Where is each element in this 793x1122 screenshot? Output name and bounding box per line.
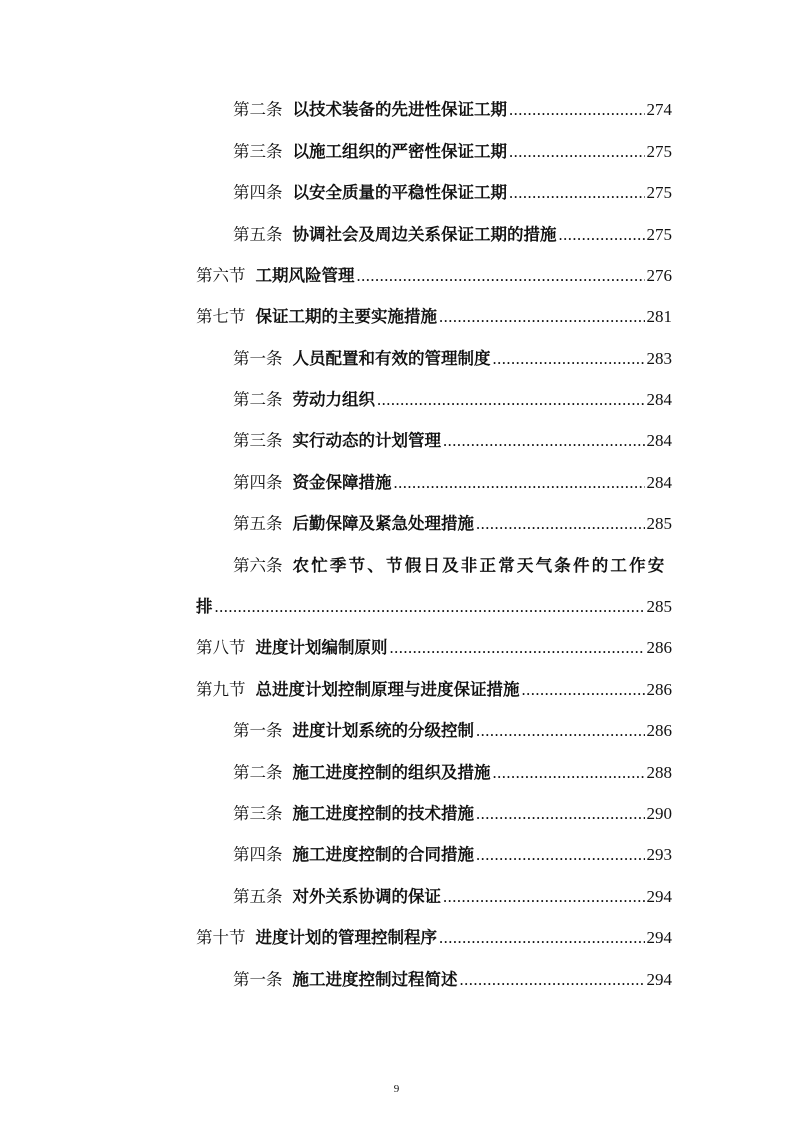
entry-page: 274 [646,100,672,119]
dot-leader [476,509,645,539]
entry-title-continued: 排 [196,597,213,616]
entry-page: 294 [646,887,672,906]
dot-leader [443,426,645,456]
entry-number: 第九节 [196,680,246,699]
dot-leader [559,220,645,250]
entry-number: 第七节 [196,307,246,326]
toc-entry[interactable] [0,965,793,995]
entry-title: 农忙季节、节假日及非正常天气条件的工作安 [292,556,667,575]
dot-leader [215,592,645,622]
toc-entry-wrapped[interactable] [0,551,793,581]
entry-page: 275 [646,183,672,202]
toc-entry[interactable] [0,799,793,829]
entry-page: 293 [646,845,672,864]
toc-entry[interactable] [0,882,793,912]
entry-page: 275 [646,142,672,161]
toc-entry[interactable] [0,302,793,332]
entry-title: 保证工期的主要实施措施 [255,307,437,326]
toc-entry[interactable] [0,137,793,167]
entry-number: 第六节 [196,266,246,285]
dot-leader [377,385,645,415]
toc-entry[interactable] [0,840,793,870]
toc-entry[interactable] [0,509,793,539]
entry-title: 工期风险管理 [255,266,355,285]
entry-page: 286 [646,680,672,699]
entry-title: 进度计划系统的分级控制 [292,721,474,740]
entry-title: 施工进度控制的技术措施 [292,804,474,823]
toc-entry[interactable] [0,261,793,291]
entry-page: 285 [646,597,672,616]
entry-title: 以技术装备的先进性保证工期 [292,100,507,119]
toc-entry[interactable] [0,385,793,415]
toc-entry[interactable] [0,344,793,374]
entry-number: 第二条 [233,100,283,119]
entry-number: 第五条 [233,887,283,906]
entry-title: 施工进度控制的合同措施 [292,845,474,864]
entry-title: 后勤保障及紧急处理措施 [292,514,474,533]
dot-leader [443,882,645,912]
entry-title: 总进度计划控制原理与进度保证措施 [255,680,520,699]
entry-title: 资金保障措施 [292,473,392,492]
entry-number: 第二条 [233,390,283,409]
entry-page: 286 [646,721,672,740]
dot-leader [493,758,645,788]
toc-entry[interactable] [0,468,793,498]
dot-leader [522,675,645,705]
entry-page: 290 [646,804,672,823]
entry-title: 对外关系协调的保证 [292,887,441,906]
dot-leader [394,468,645,498]
toc-entry[interactable] [0,923,793,953]
toc-entry[interactable] [0,426,793,456]
dot-leader [357,261,645,291]
entry-title: 施工进度控制过程简述 [292,970,458,989]
dot-leader [476,716,645,746]
entry-page: 294 [646,928,672,947]
toc-entry[interactable] [0,675,793,705]
entry-number: 第三条 [233,431,283,450]
entry-number: 第一条 [233,721,283,740]
entry-number: 第八节 [196,638,246,657]
entry-title: 施工进度控制的组织及措施 [292,763,491,782]
entry-title: 以安全质量的平稳性保证工期 [292,183,507,202]
toc-entry-continuation[interactable] [0,592,793,622]
entry-number: 第五条 [233,514,283,533]
entry-title: 进度计划编制原则 [255,638,388,657]
toc-entry[interactable] [0,220,793,250]
page-number: 9 [393,1083,400,1095]
entry-page: 283 [646,349,672,368]
entry-page: 286 [646,638,672,657]
entry-page: 288 [646,763,672,782]
toc-entry[interactable] [0,178,793,208]
entry-number: 第六条 [233,556,283,575]
entry-page: 294 [646,970,672,989]
entry-number: 第一条 [233,349,283,368]
entry-title: 实行动态的计划管理 [292,431,441,450]
entry-page: 285 [646,514,672,533]
entry-number: 第四条 [233,473,283,492]
entry-number: 第四条 [233,845,283,864]
entry-number: 第十节 [196,928,246,947]
dot-leader [509,178,645,208]
entry-number: 第三条 [233,804,283,823]
entry-number: 第三条 [233,142,283,161]
dot-leader [476,840,645,870]
dot-leader [476,799,645,829]
dot-leader [460,965,645,995]
entry-title: 以施工组织的严密性保证工期 [292,142,507,161]
entry-title: 进度计划的管理控制程序 [255,928,437,947]
entry-page: 284 [646,390,672,409]
toc-entry[interactable] [0,716,793,746]
dot-leader [439,923,645,953]
entry-page: 284 [646,431,672,450]
dot-leader [509,95,645,125]
toc-entry[interactable] [0,758,793,788]
dot-leader [439,302,645,332]
entry-title: 人员配置和有效的管理制度 [292,349,491,368]
entry-number: 第一条 [233,970,283,989]
entry-number: 第二条 [233,763,283,782]
entry-page: 275 [646,225,672,244]
entry-page: 284 [646,473,672,492]
entry-title: 协调社会及周边关系保证工期的措施 [292,225,557,244]
dot-leader [390,633,645,663]
entry-number: 第四条 [233,183,283,202]
entry-number: 第五条 [233,225,283,244]
entry-page: 276 [646,266,672,285]
toc-entry[interactable] [0,95,793,125]
dot-leader [493,344,645,374]
dot-leader [509,137,645,167]
entry-title: 劳动力组织 [292,390,375,409]
entry-page: 281 [646,307,672,326]
toc-entry[interactable] [0,633,793,663]
